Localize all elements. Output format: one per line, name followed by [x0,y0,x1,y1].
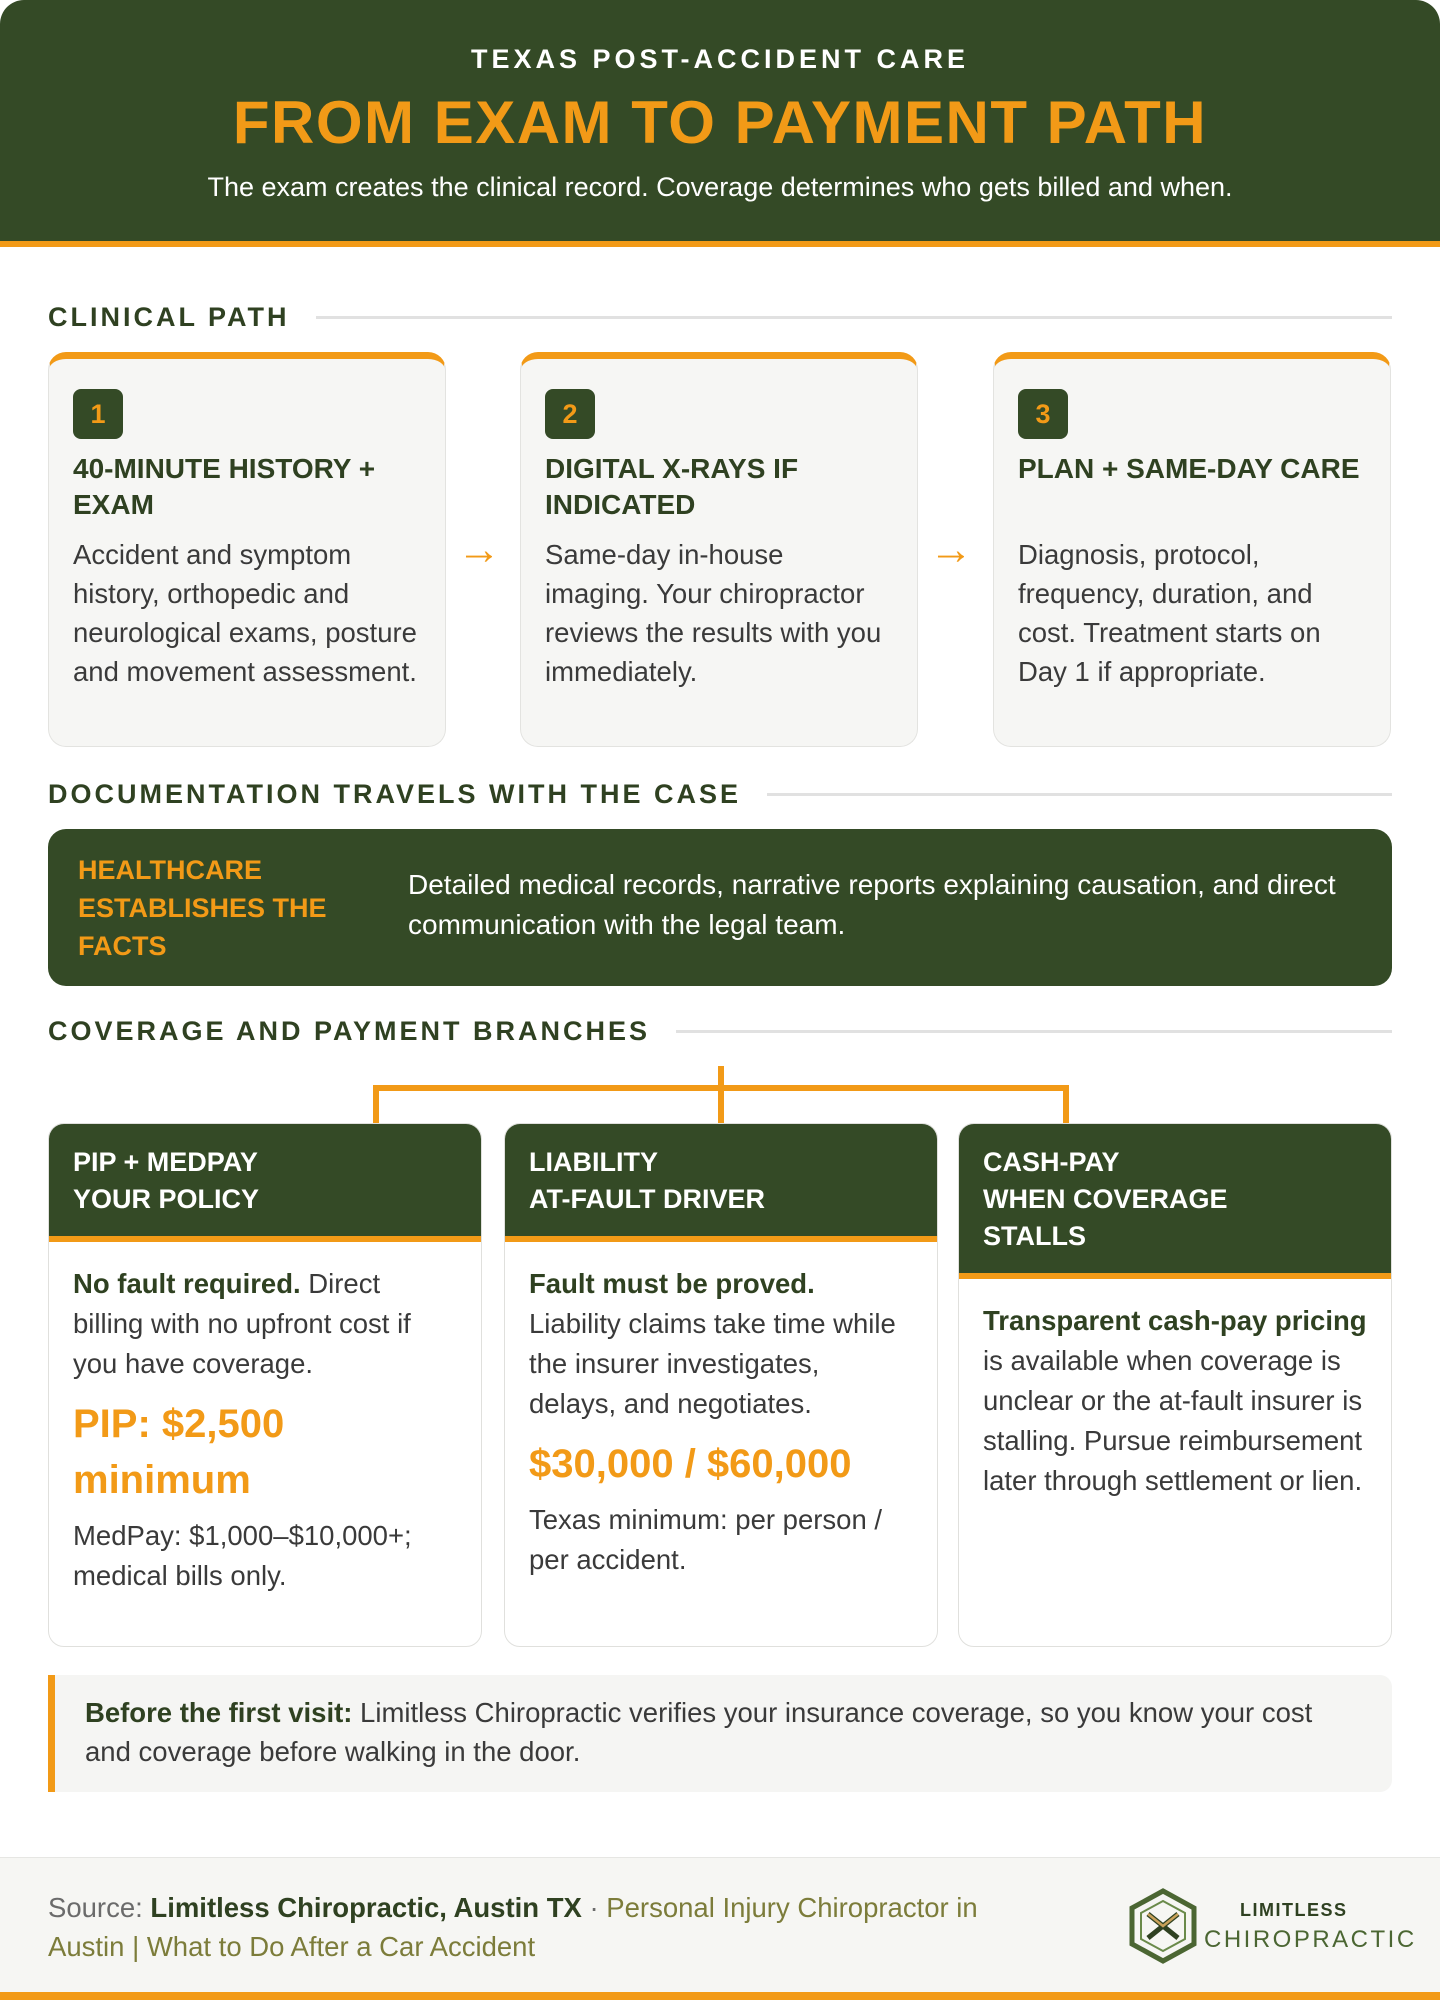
branch-header [959,1124,1391,1279]
section-divider [676,1030,1392,1033]
logo-text-line1: LIMITLESS [1240,1900,1348,1920]
branch-text: is available when coverage is unclear or the at-fault insurer is stalling. Pursue reimbursement later through settlement or lien. [983,1345,1363,1496]
step-card-2 [520,352,918,747]
branch-title: LIABILITY [529,1147,658,1177]
branch-highlight-amount: $30,000 / $60,000 [529,1442,852,1486]
branch-header [505,1124,937,1242]
header-kicker: TEXAS POST-ACCIDENT CARE [470,44,970,74]
branch-body [959,1279,1391,1501]
footer [0,1857,1440,2000]
hexagon-logo-icon [1128,1888,1198,1964]
footer-accent-bar [0,1992,1440,2000]
section-divider [316,316,1393,319]
branch-card-cash-pay [958,1123,1392,1647]
branch-note: Texas minimum: per person / per accident. [529,1504,883,1575]
section-heading-documentation [48,777,1392,811]
branch-subtitle: AT-FAULT DRIVER [529,1184,765,1214]
step-card-1 [48,352,446,747]
branch-lead: No fault required. [73,1268,301,1299]
branch-highlight-amount: PIP: $2,500 minimum [73,1402,285,1502]
callout-lead: Before the first visit: [85,1697,353,1728]
section-label: DOCUMENTATION TRAVELS WITH THE CASE [48,778,741,809]
step-card-3 [993,352,1391,747]
step-number: 3 [1018,389,1068,439]
step-title: PLAN + SAME-DAY CARE [1018,453,1360,484]
step-title: DIGITAL X-RAYS IF INDICATED [545,453,799,520]
arrow-right-icon: → [929,525,973,574]
step-title: 40-MINUTE HISTORY + EXAM [73,453,376,520]
branch-lead: Fault must be proved. [529,1268,815,1299]
header-banner [0,0,1440,247]
step-description: Accident and symptom history, orthopedic and neurological exams, posture and movement assessment. [73,539,417,687]
documentation-banner [48,829,1392,986]
source-link[interactable]: Personal Injury Chiropractor in Austin | What to Do After a Car Accident [48,1892,978,1962]
branch-text: Direct billing with no upfront cost if you have coverage. [73,1268,411,1379]
page-title: FROM EXAM TO PAYMENT PATH [232,89,1208,156]
source-org: Limitless Chiropractic, Austin TX [150,1892,582,1923]
logo-text-line2: CHIROPRACTIC [1204,1926,1417,1953]
branch-card-pip-medpay [48,1123,482,1647]
branch-card-liability [504,1123,938,1647]
step-number: 1 [73,389,123,439]
documentation-lead: HEALTHCARE ESTABLISHES THE FACTS [78,855,327,961]
source-citation [48,1888,1048,1966]
branch-body [49,1242,481,1596]
page-subtitle: The exam creates the clinical record. Coverage determines who gets billed and when. [207,172,1233,202]
branch-lead: Transparent cash-pay pricing [983,1305,1367,1336]
section-label: COVERAGE AND PAYMENT BRANCHES [48,1015,651,1046]
branch-note: MedPay: $1,000–$10,000+; medical bills only. [73,1520,412,1591]
section-heading-coverage [48,1014,1392,1048]
step-description: Same-day in-house imaging. Your chiropractor reviews the results with you immediately. [545,539,882,687]
step-number: 2 [545,389,595,439]
branch-title: CASH-PAY [983,1147,1120,1177]
callout-text: Limitless Chiropractic verifies your insurance coverage, so you know your cost and coverage before walking in the door. [85,1697,1313,1767]
branch-header [49,1124,481,1242]
source-label: Source: [48,1892,151,1923]
branch-subtitle: YOUR POLICY [73,1184,260,1214]
documentation-text: Detailed medical records, narrative reports explaining causation, and direct communication with the legal team. [408,869,1336,940]
section-heading-clinical [48,300,1392,334]
branch-title: PIP + MEDPAY [73,1147,258,1177]
source-separator: · [581,1892,607,1923]
branch-subtitle-2: STALLS [983,1221,1086,1251]
branch-connector-trunk [718,1066,724,1124]
branch-subtitle: WHEN COVERAGE [983,1184,1228,1214]
section-label: CLINICAL PATH [48,301,290,332]
branch-connector-bar [373,1085,1069,1091]
first-visit-callout [48,1675,1392,1792]
limitless-chiropractic-logo [1128,1888,1417,1968]
arrow-right-icon: → [457,525,501,574]
branch-connector-left [373,1085,379,1124]
step-description: Diagnosis, protocol, frequency, duration, and cost. Treatment starts on Day 1 if appropriate. [1018,539,1321,687]
section-divider [767,793,1392,796]
branch-body [505,1242,937,1580]
branch-text: Liability claims take time while the insurer investigates, delays, and negotiates. [529,1308,896,1419]
branch-connector-right [1063,1085,1069,1124]
